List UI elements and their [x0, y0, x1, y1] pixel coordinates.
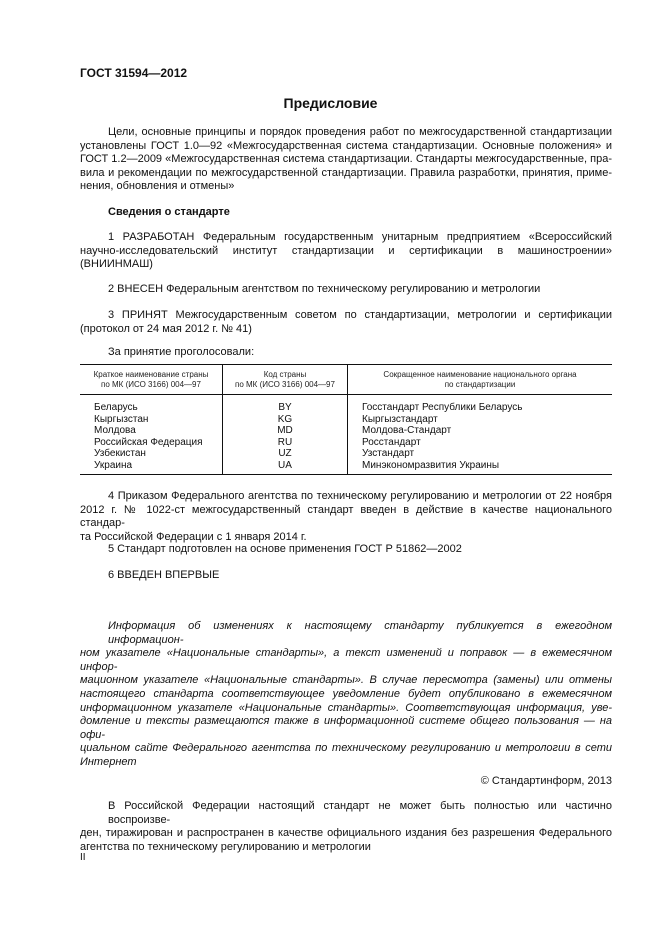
- country-name: Украина: [80, 460, 223, 475]
- intro-paragraph: [80, 126, 612, 194]
- table-header-code: Код страны по МК (ИСО 3166) 004—97: [223, 365, 348, 395]
- info-line: Информация об изменениях к настоящему стандарту публикуется в ежегодном информацион-: [108, 620, 612, 646]
- table-row: [80, 448, 612, 460]
- item-4-line: та Российской Федерации с 1 января 2014 г.: [80, 530, 307, 543]
- country-code: UA: [223, 460, 348, 475]
- item-1-line: научно-исследовательский институт стандартизации и сертификации в машиностроении»: [80, 244, 612, 257]
- info-line: мационном указателе «Национальные стандарты». В случае пересмотра (замены) или отмены: [80, 674, 612, 687]
- about-standard-heading: Сведения о стандарте: [108, 206, 230, 218]
- item-4-line: 4 Приказом Федерального агентства по техническому регулированию и метрологии от 22 ноября: [108, 490, 612, 502]
- voting-countries-table: [80, 364, 612, 475]
- info-line: ном указателе «Национальные стандарты», а текст изменений и поправок — в ежемесячном инфор-: [80, 647, 612, 673]
- item-3-adopted: [80, 309, 612, 336]
- country-name: Беларусь: [94, 402, 138, 413]
- rights-line: ден, тиражирован и распространен в качестве официального издания без разрешения Федерального: [80, 827, 612, 840]
- info-line: циальном сайте Федерального агентства по техническому регулированию и метрологии в сети: [80, 742, 612, 755]
- info-line: настоящего стандарта соответствующее уведомление будет опубликовано в ежемесячном: [80, 687, 612, 700]
- voted-label: За принятие проголосовали:: [108, 346, 255, 358]
- standards-body: Молдова-Стандарт: [362, 425, 452, 436]
- country-code: UZ: [223, 448, 348, 460]
- intro-line: установлены ГОСТ 1.0—92 «Межгосударственная система стандартизации. Основные положения» и: [80, 139, 612, 152]
- page-number: II: [80, 852, 86, 863]
- rights-paragraph: [80, 800, 612, 854]
- country-code: RU: [223, 437, 348, 449]
- item-2-submitted: 2 ВНЕСЕН Федеральным агентством по техническому регулированию и метрологии: [108, 283, 541, 295]
- country-name: Узбекистан: [94, 448, 146, 459]
- item-4-line: 2012 г. № 1022-ст межгосударственный стандарт введен в действие в качестве национального стандар-: [80, 503, 612, 530]
- table-row: [80, 437, 612, 449]
- item-1-developed: [80, 231, 612, 272]
- intro-line: Цели, основные принципы и порядок проведения работ по межгосударственной стандартизации: [108, 126, 612, 138]
- item-1-line: (ВНИИНМАШ): [80, 258, 153, 271]
- item-3-line: (протокол от 24 мая 2012 г. № 41): [80, 322, 252, 335]
- document-id: ГОСТ 31594—2012: [80, 66, 188, 80]
- page-title: Предисловие: [283, 95, 378, 111]
- table-row: [80, 414, 612, 426]
- country-name: Кыргызстан: [94, 413, 149, 425]
- item-6-first-introduced: 6 ВВЕДЕН ВПЕРВЫЕ: [108, 569, 220, 581]
- country-code: MD: [223, 425, 348, 437]
- item-1-line: 1 РАЗРАБОТАН Федеральным государственным унитарным предприятием «Всероссийский: [108, 231, 612, 243]
- info-line: информационном указателе «Национальные стандарты». Соответствующая информация, уве-: [80, 701, 612, 714]
- intro-line: нения, обновления и отмены»: [80, 180, 235, 193]
- info-line: домление и тексты размещаются также в информационной системе общего пользования — на офи-: [80, 715, 612, 741]
- country-code: BY: [223, 395, 348, 414]
- item-3-line: 3 ПРИНЯТ Межгосударственным советом по стандартизации, метрологии и сертификации: [108, 309, 612, 321]
- table-row: [80, 460, 612, 475]
- country-name: Молдова: [94, 425, 136, 436]
- standards-body: Госстандарт Республики Беларусь: [362, 402, 523, 413]
- table-row: [80, 395, 612, 414]
- rights-line: В Российской Федерации настоящий стандарт не может быть полностью или частично воспроизве-: [108, 800, 612, 826]
- standards-body: Узстандарт: [362, 448, 415, 459]
- info-line: Интернет: [80, 755, 137, 768]
- standards-body: Кыргызстандарт: [362, 413, 438, 425]
- table-header-country: Краткое наименование страны по МК (ИСО 3166) 004—97: [80, 365, 223, 395]
- intro-line: вила и рекомендации по межгосударственной стандартизации. Правила разработки, принятия, приме-: [80, 166, 612, 179]
- table-header-row: [80, 365, 612, 395]
- country-name: Российская Федерация: [94, 436, 203, 448]
- table-row: [80, 425, 612, 437]
- changes-info-paragraph: [80, 620, 612, 770]
- standards-body: Росстандарт: [362, 436, 421, 448]
- table-header-body: Сокращенное наименование национального органа по стандартизации: [348, 365, 613, 395]
- rights-line: агентства по техническому регулированию и метрологии: [80, 840, 371, 853]
- copyright-notice: © Стандартинформ, 2013: [480, 775, 612, 787]
- country-code: KG: [223, 414, 348, 426]
- item-5-basis: 5 Стандарт подготовлен на основе применения ГОСТ Р 51862—2002: [108, 543, 462, 555]
- intro-line: ГОСТ 1.2—2009 «Межгосударственная система стандартизации. Стандарты межгосударственные, пра-: [80, 153, 612, 166]
- standards-body: Минэкономразвития Украины: [348, 460, 613, 475]
- item-4-enacted: [80, 490, 612, 544]
